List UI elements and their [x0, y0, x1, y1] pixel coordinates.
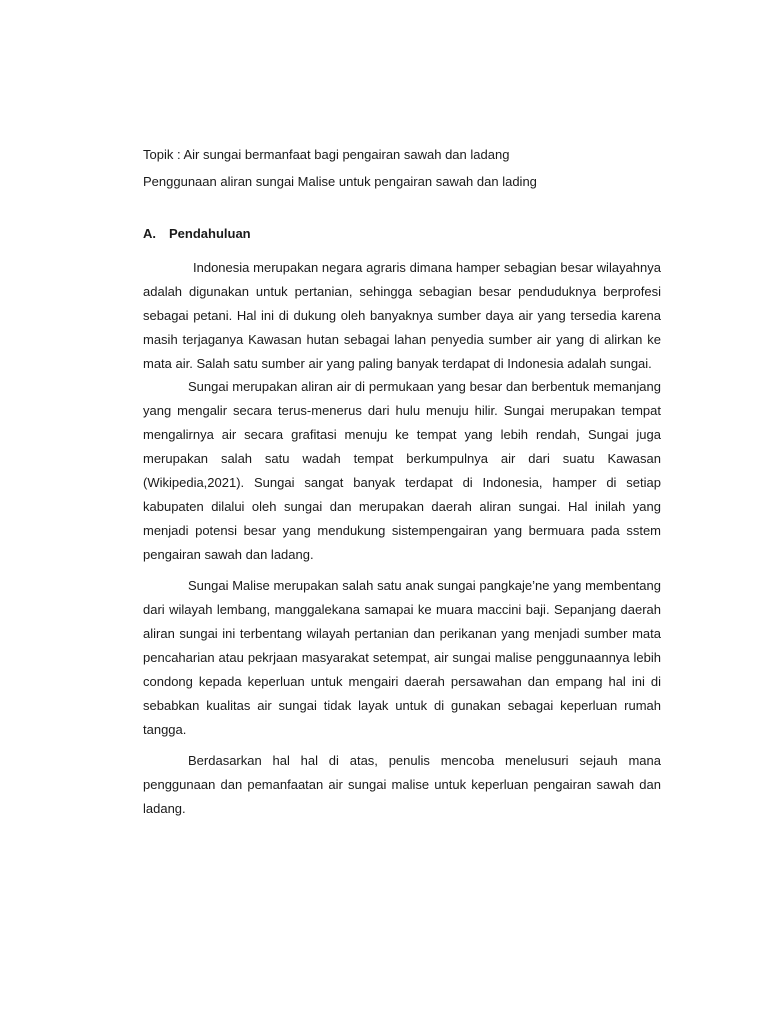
paragraph-malise-river: Sungai Malise merupakan salah satu anak sungai pangkaje’ne yang membentang dari wilayah lembang, manggalekana samapai ke muara maccini baji. Sepanjang daerah aliran sungai ini terbentang wilayah pertanian dan perikanan yang menjadi sumber mata pencaharian atau pekrjaan masyarakat setempat, air sungai malise penggunaannya lebih condong kepada keperluan untuk mengairi daerah persawahan dan empang hal ini di sebabkan kualitas air sungai tidak layak untuk di gunakan sebagai keperluan rumah tangga. — [143, 578, 661, 737]
section-heading — [143, 226, 251, 242]
section-title: Pendahuluan — [169, 226, 251, 241]
paragraph-river-definition: Sungai merupakan aliran air di permukaan yang besar dan berbentuk memanjang yang mengalir secara terus-menerus dari hulu menuju hilir. Sungai merupakan tempat mengalirnya air secara grafitasi menuju ke tempat yang lebih rendah, Sungai juga merupakan salah satu wadah tempat berkumpulnya air dari suatu Kawasan (Wikipedia,2021). Sungai sangat banyak terdapat di Indonesia, hamper di setiap kabupaten dilalui oleh sungai dan merupakan daerah aliran sungai. Hal inilah yang menjadi potensi besar yang mendukung sistempengairan yang bermuara pada sstem pengairan sawah dan ladang. — [143, 379, 661, 562]
paragraph-purpose: Berdasarkan hal hal di atas, penulis mencoba menelusuri sejauh mana penggunaan dan pemanfaatan air sungai malise untuk keperluan pengairan sawah dan ladang. — [143, 753, 661, 816]
paragraph-introduction: Indonesia merupakan negara agraris dimana hamper sebagian besar wilayahnya adalah digunakan untuk pertanian, sehingga sebagian besar penduduknya berprofesi sebagai petani. Hal ini di dukung oleh banyaknya sumber daya air yang tersedia karena masih terjaganya Kawasan hutan sebagai lahan penyedia sumber air yang di alirkan ke mata air. Salah satu sumber air yang paling banyak terdapat di Indonesia adalah sungai. — [143, 260, 661, 371]
topic-line: Topik : Air sungai bermanfaat bagi pengairan sawah dan ladang — [143, 147, 510, 162]
section-number: A. — [143, 226, 156, 241]
document-subtitle: Penggunaan aliran sungai Malise untuk pengairan sawah dan lading — [143, 174, 537, 189]
